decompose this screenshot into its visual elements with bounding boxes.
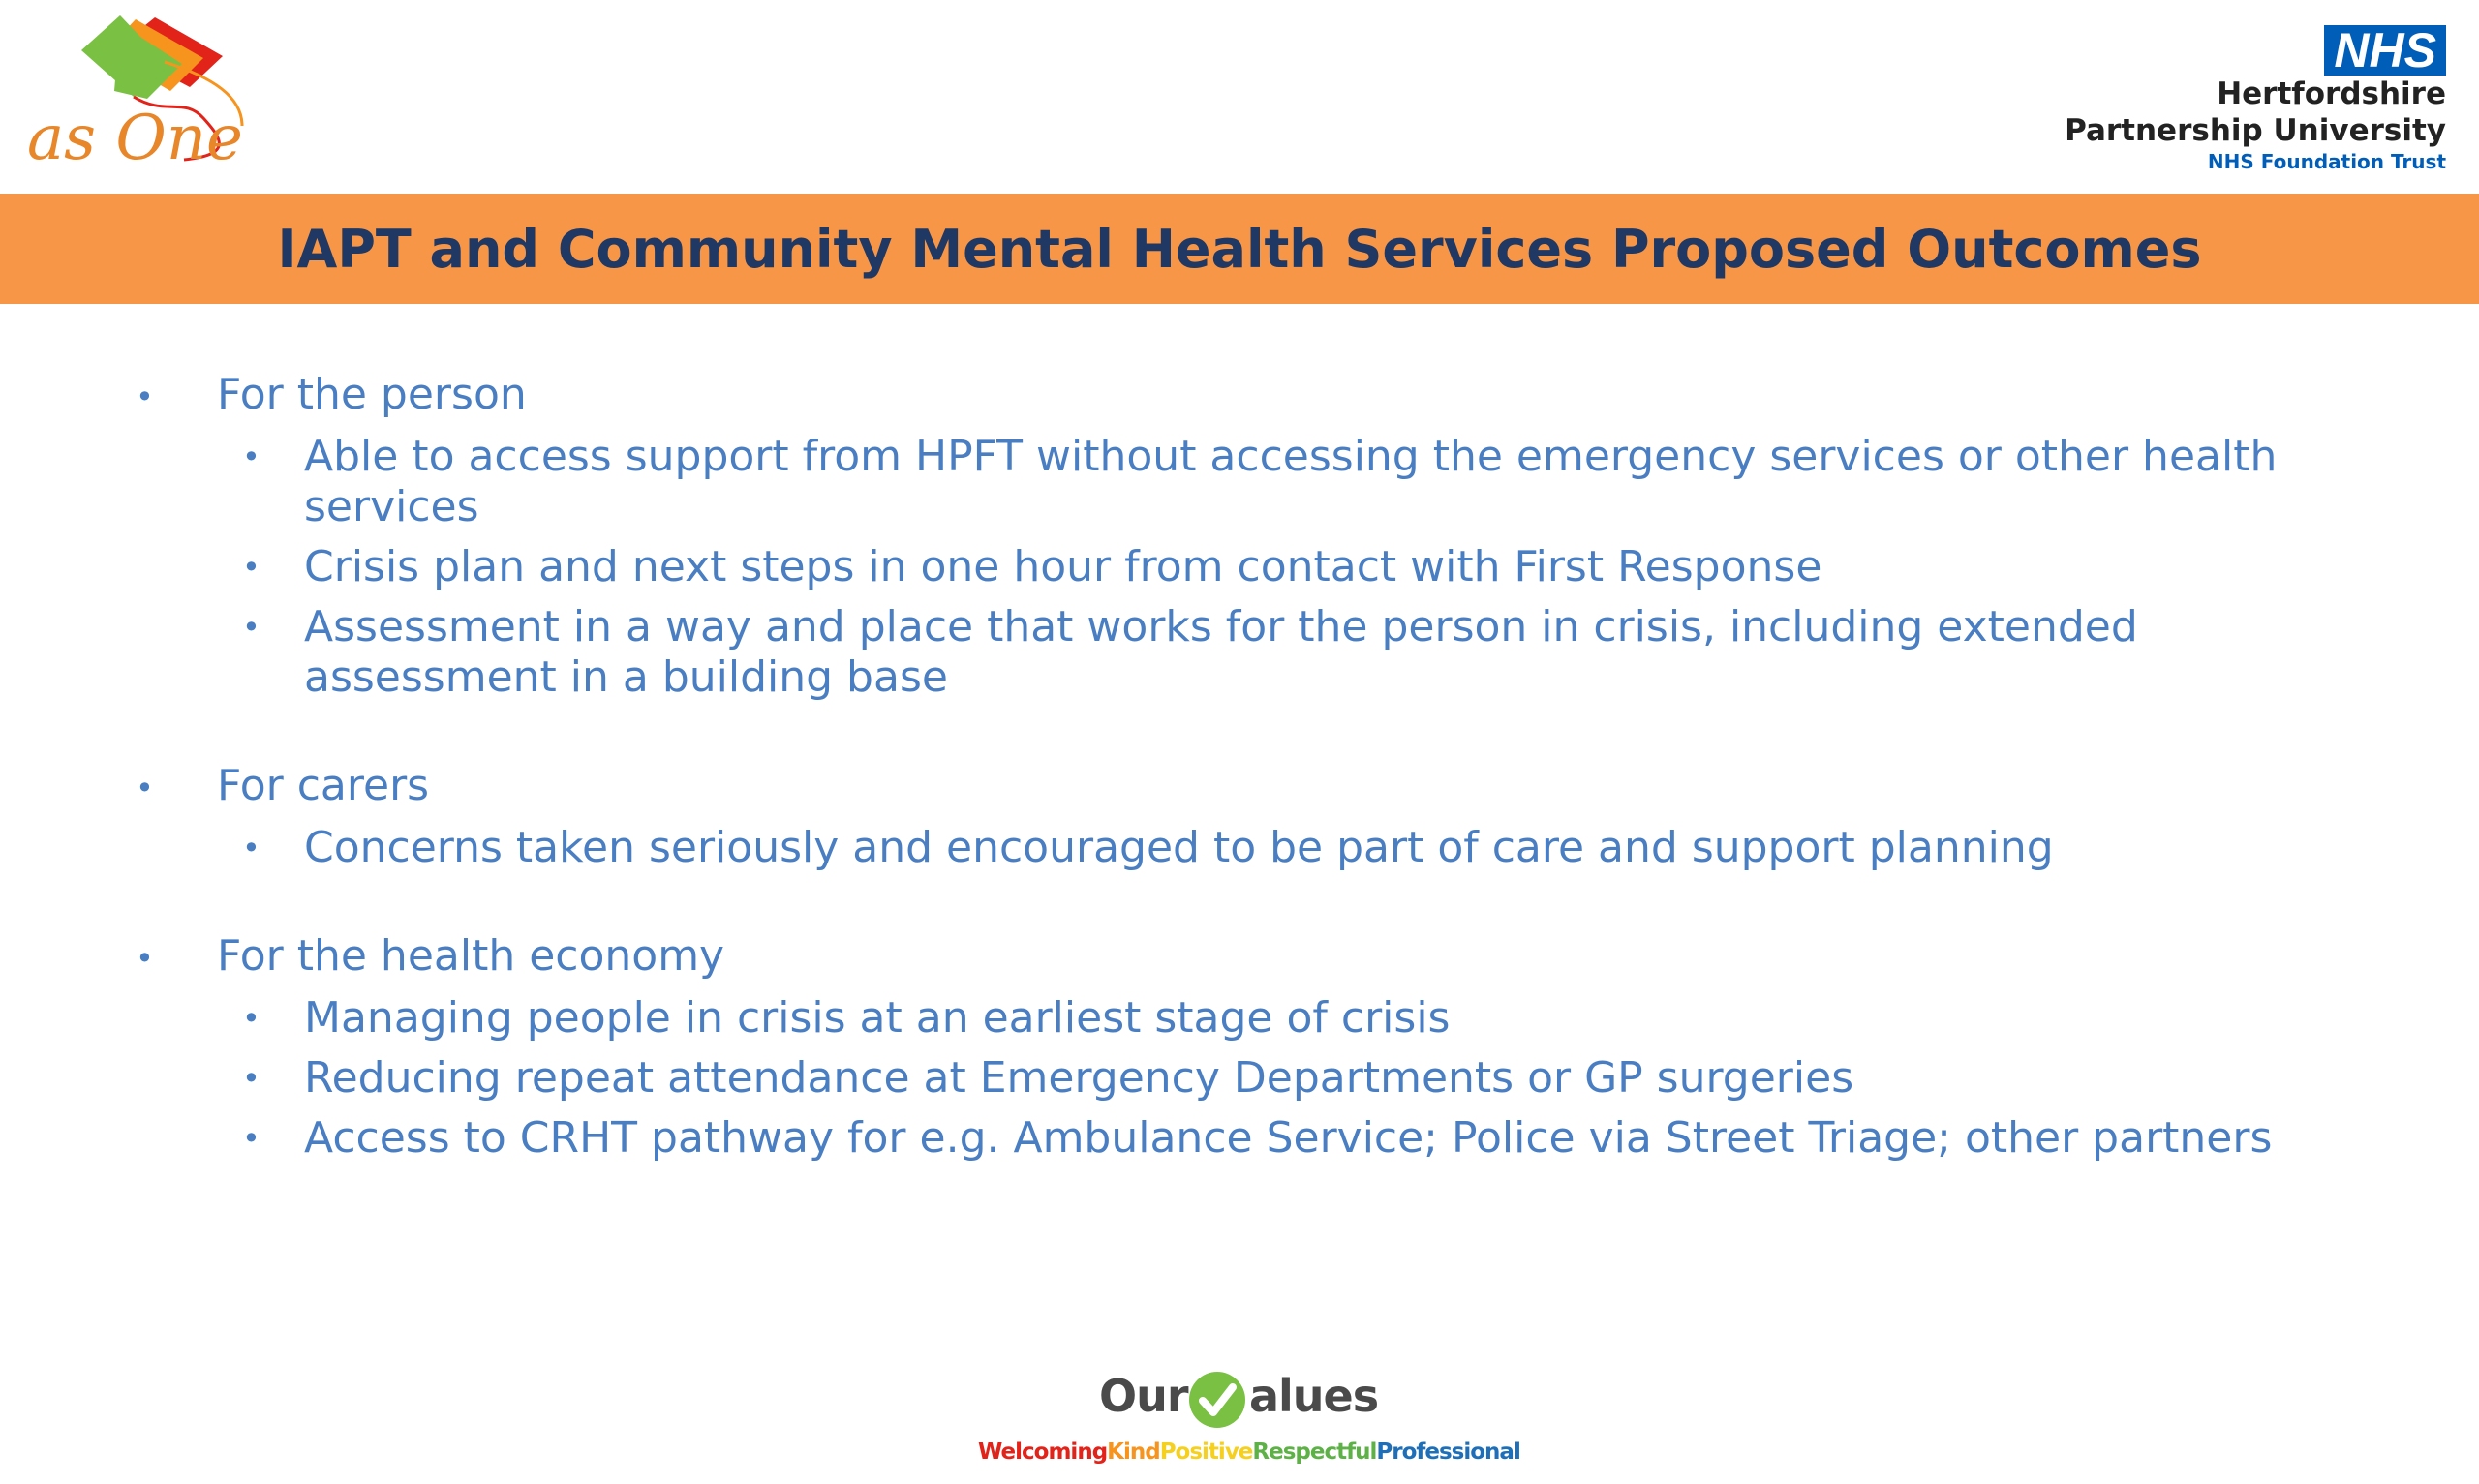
values-title-suffix: alues <box>1249 1370 1379 1422</box>
bullet-icon: • <box>136 379 154 415</box>
bullet-icon: • <box>242 1060 260 1097</box>
list-item <box>242 1053 2363 1104</box>
list-item <box>242 602 2363 703</box>
list-item <box>242 542 2363 592</box>
value-word-professional: Professional <box>1376 1439 1520 1465</box>
list-item <box>242 432 2363 532</box>
nhs-line-3: NHS Foundation Trust <box>2207 150 2446 173</box>
list-item <box>242 1113 2363 1164</box>
item-text: Concerns taken seriously and encouraged to be part of care and support planning <box>304 823 2054 872</box>
title-bar <box>0 194 2479 304</box>
heading-text: For the person <box>217 370 527 419</box>
item-text: Managing people in crisis at an earliest stage of crisis <box>304 993 1451 1043</box>
nhs-badge: NHS <box>2324 25 2446 76</box>
item-text: Assessment in a way and place that works for the person in crisis, including extended assessment in a building base <box>304 602 2138 702</box>
item-text: Reducing repeat attendance at Emergency Departments or GP surgeries <box>304 1053 1854 1103</box>
bullet-icon: • <box>242 1120 260 1157</box>
page-title: IAPT and Community Mental Health Services Proposed Outcomes <box>277 218 2202 280</box>
values-words <box>978 1439 1520 1465</box>
section-carers <box>136 759 2363 873</box>
bullet-icon: • <box>242 549 260 586</box>
list-item <box>242 823 2363 873</box>
heading-text: For the health economy <box>217 931 725 981</box>
bullet-icon: • <box>242 1000 260 1037</box>
section-heading <box>136 929 2363 984</box>
nhs-trust-logo <box>2065 25 2446 174</box>
nhs-line-1: Hertfordshire <box>2217 76 2446 111</box>
heading-text: For carers <box>217 761 430 810</box>
bullet-icon: • <box>242 439 260 475</box>
section-person <box>136 368 2363 703</box>
as-one-wordmark: as One <box>27 103 243 174</box>
value-word-kind: Kind <box>1107 1439 1160 1465</box>
bullet-icon: • <box>136 940 154 977</box>
section-heading <box>136 368 2363 422</box>
value-word-welcoming: Welcoming <box>978 1439 1108 1465</box>
our-values-logo <box>978 1370 1520 1476</box>
item-text: Crisis plan and next steps in one hour from contact with First Response <box>304 542 1822 591</box>
item-text: Access to CRHT pathway for e.g. Ambulance Service; Police via Street Triage; other partners <box>304 1113 2273 1163</box>
as-one-logo <box>19 10 271 184</box>
nhs-line-2: Partnership University <box>2065 113 2446 148</box>
bullet-icon: • <box>242 830 260 866</box>
outcomes-list <box>136 368 2363 1220</box>
bullet-icon: • <box>136 770 154 806</box>
item-text: Able to access support from HPFT without accessing the emergency services or other health services <box>304 432 2278 531</box>
value-word-respectful: Respectful <box>1252 1439 1377 1465</box>
section-heading <box>136 759 2363 813</box>
value-word-positive: Positive <box>1159 1439 1253 1465</box>
bullet-icon: • <box>242 609 260 646</box>
values-title-prefix: Our <box>1099 1370 1188 1422</box>
list-item <box>242 993 2363 1044</box>
section-health-economy <box>136 929 2363 1164</box>
checkmark-icon <box>1187 1370 1247 1430</box>
